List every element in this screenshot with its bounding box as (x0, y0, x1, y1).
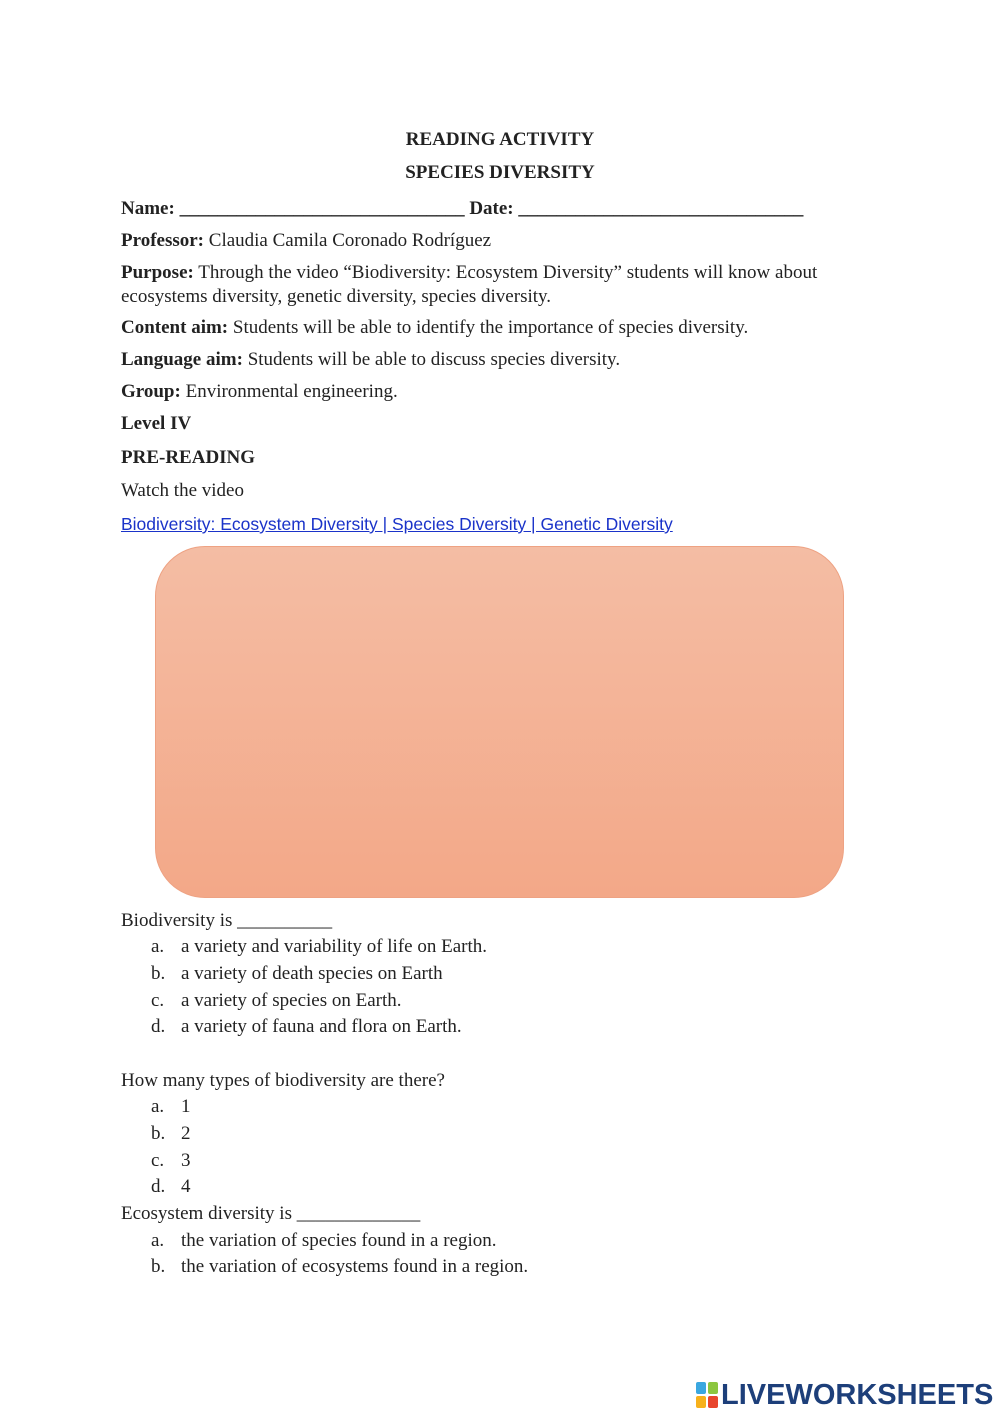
group-row (121, 381, 398, 403)
language-aim-label: Language aim: (121, 349, 243, 370)
name-date-row (121, 198, 803, 220)
content-aim-row (121, 317, 748, 339)
purpose-label: Purpose: (121, 262, 194, 283)
date-label: Date: (469, 198, 514, 219)
date-blank[interactable]: ______________________________ (518, 198, 804, 219)
watch-video-instruction: Watch the video (121, 480, 244, 501)
q2-option-d[interactable]: 4 (181, 1176, 191, 1197)
purpose-line1: Through the video “Biodiversity: Ecosystem Diversity” students will know about (198, 262, 818, 283)
purpose-row (121, 261, 817, 309)
liveworksheets-logo (696, 1377, 993, 1413)
q2-option-a-letter: a. (151, 1096, 165, 1117)
group-value: Environmental engineering. (185, 381, 398, 402)
name-label: Name: (121, 198, 175, 219)
video-link[interactable]: Biodiversity: Ecosystem Diversity | Species Diversity | Genetic Diversity (121, 514, 673, 534)
video-embed-box[interactable] (155, 546, 844, 898)
q1-option-a-letter: a. (151, 936, 165, 957)
question-2-prompt: How many types of biodiversity are there? (121, 1070, 445, 1091)
liveworksheets-logo-icon (696, 1382, 718, 1408)
level-label: Level IV (121, 413, 192, 434)
q3-option-a[interactable]: the variation of species found in a region. (181, 1230, 497, 1251)
worksheet-title: READING ACTIVITY (405, 129, 595, 150)
q2-option-a[interactable]: 1 (181, 1096, 191, 1117)
pre-reading-heading: PRE-READING (121, 447, 256, 468)
q2-option-d-letter: d. (151, 1176, 166, 1197)
liveworksheets-logo-text: LIVEWORKSHEETS (721, 1378, 994, 1411)
content-aim-label: Content aim: (121, 317, 229, 338)
content-aim-value: Students will be able to identify the importance of species diversity. (232, 317, 749, 338)
q2-option-b-letter: b. (151, 1123, 166, 1144)
q1-option-c-letter: c. (151, 990, 165, 1011)
q2-option-b[interactable]: 2 (181, 1123, 191, 1144)
purpose-line2: ecosystems diversity, genetic diversity, species diversity. (121, 286, 552, 307)
q1-option-b-letter: b. (151, 963, 166, 984)
q1-option-d-letter: d. (151, 1016, 166, 1037)
language-aim-row (121, 349, 620, 371)
q2-option-c[interactable]: 3 (181, 1150, 191, 1171)
professor-label: Professor: (121, 230, 205, 251)
worksheet-subtitle: SPECIES DIVERSITY (405, 162, 595, 183)
name-blank[interactable]: ______________________________ (179, 198, 465, 219)
q1-option-d[interactable]: a variety of fauna and flora on Earth. (181, 1016, 462, 1037)
q1-option-c[interactable]: a variety of species on Earth. (181, 990, 402, 1011)
q3-option-b-letter: b. (151, 1256, 166, 1277)
language-aim-value: Students will be able to discuss species diversity. (247, 349, 621, 370)
professor-row (121, 230, 491, 252)
group-label: Group: (121, 381, 181, 402)
question-3-prompt: Ecosystem diversity is _____________ (121, 1203, 421, 1224)
question-1-prompt: Biodiversity is __________ (121, 910, 333, 931)
professor-value: Claudia Camila Coronado Rodríguez (208, 230, 492, 251)
q1-option-b[interactable]: a variety of death species on Earth (181, 963, 443, 984)
q3-option-a-letter: a. (151, 1230, 165, 1251)
q2-option-c-letter: c. (151, 1150, 165, 1171)
q3-option-b[interactable]: the variation of ecosystems found in a region. (181, 1256, 529, 1277)
q1-option-a[interactable]: a variety and variability of life on Earth. (181, 936, 487, 957)
